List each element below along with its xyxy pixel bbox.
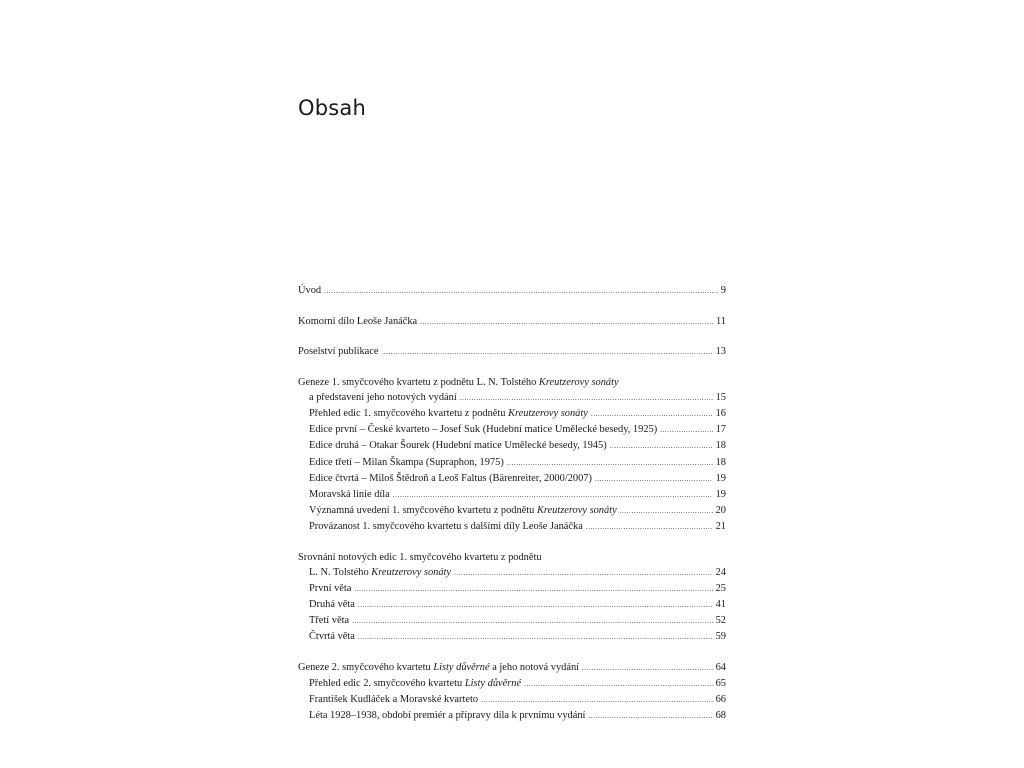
dot-leader xyxy=(393,487,713,503)
toc-entry xyxy=(298,660,726,676)
toc-entry xyxy=(298,613,726,629)
toc-page-number: 15 xyxy=(715,392,726,404)
toc-entry-title: a představení jeho notových vydání xyxy=(309,392,457,404)
toc-page-number: 11 xyxy=(715,315,726,327)
dot-leader xyxy=(460,390,713,406)
toc-entry-italic-title: Kreutzerovy sonáty xyxy=(371,566,452,578)
dot-leader xyxy=(660,422,712,438)
table-of-contents xyxy=(298,283,726,739)
toc-entry-title: Druhá věta xyxy=(309,598,355,610)
toc-entry-title: Moravská linie díla xyxy=(309,488,390,500)
toc-entry xyxy=(298,283,726,299)
toc-page-number: 41 xyxy=(715,598,726,610)
toc-entry xyxy=(298,422,726,438)
toc-entry-title: Edice třetí – Milan Škampa (Supraphon, 1975) xyxy=(309,456,504,468)
toc-page-number: 68 xyxy=(715,710,726,722)
toc-entry-title: Poselství publikace xyxy=(298,346,379,358)
toc-entry-title: Úvod xyxy=(298,285,322,296)
toc-entry-title: L. N. Tolstého Kreutzerovy sonáty xyxy=(309,566,452,578)
toc-entry xyxy=(298,708,726,724)
toc-page-number: 20 xyxy=(715,504,726,516)
toc-entry-italic-title: Kreutzerovy sonáty xyxy=(536,504,617,516)
toc-section xyxy=(298,550,726,646)
toc-page-number: 24 xyxy=(715,566,726,578)
toc-entry xyxy=(298,406,726,422)
toc-entry xyxy=(298,550,726,565)
toc-entry-title: Geneze 1. smyčcového kvartetu z podnětu L. N. Tolstého Kreutzerovy sonáty xyxy=(298,377,619,389)
toc-page-number: 59 xyxy=(715,631,726,643)
toc-entry xyxy=(298,676,726,692)
toc-entry xyxy=(298,519,726,535)
dot-leader xyxy=(582,660,713,676)
toc-entry-title: První věta xyxy=(309,582,352,594)
toc-entry-title: Srovnání notových edic 1. smyčcového kvartetu z podnětu xyxy=(298,551,542,563)
toc-entry xyxy=(298,581,726,597)
toc-entry-title: Provázanost 1. smyčcového kvartetu s dalšími díly Leoše Janáčka xyxy=(309,520,583,532)
dot-leader xyxy=(382,344,713,360)
dot-leader xyxy=(481,692,713,708)
toc-entry xyxy=(298,314,726,330)
toc-page-number: 13 xyxy=(715,346,726,358)
toc-section xyxy=(298,314,726,330)
dot-leader xyxy=(420,314,713,330)
toc-page-number: 25 xyxy=(715,582,726,594)
toc-entry-italic-title: Listy důvěrné xyxy=(433,661,490,673)
dot-leader xyxy=(358,629,713,645)
toc-section xyxy=(298,344,726,360)
toc-entry-title: Léta 1928–1938, období premiér a přípravy díla k prvnímu vydání xyxy=(309,710,586,722)
toc-page-number: 19 xyxy=(715,488,726,500)
dot-leader xyxy=(324,283,718,299)
dot-leader xyxy=(620,503,713,519)
toc-section xyxy=(298,660,726,724)
dot-leader xyxy=(354,581,712,597)
dot-leader xyxy=(524,676,713,692)
toc-entry-italic-title: Listy důvěrné xyxy=(464,677,522,689)
toc-entry-title: Přehled edic 1. smyčcového kvartetu z podnětu Kreutzerovy sonáty xyxy=(309,408,588,420)
toc-page-number: 64 xyxy=(715,661,726,673)
toc-page-number: 66 xyxy=(715,693,726,705)
toc-entry xyxy=(298,629,726,645)
dot-leader xyxy=(591,406,713,422)
toc-entry-title: Edice druhá – Otakar Šourek (Hudební matice Umělecké besedy, 1945) xyxy=(309,440,607,452)
toc-entry xyxy=(298,438,726,454)
toc-section xyxy=(298,375,726,535)
dot-leader xyxy=(610,438,713,454)
toc-page-number: 17 xyxy=(715,424,726,436)
toc-page-number: 18 xyxy=(715,440,726,452)
toc-entry-italic-title: Kreutzerovy sonáty xyxy=(538,377,619,389)
dot-leader xyxy=(586,519,713,535)
toc-page-number: 65 xyxy=(715,677,726,689)
toc-entry-italic-title: Kreutzerovy sonáty xyxy=(508,408,588,420)
toc-entry xyxy=(298,471,726,487)
toc-entry-title: Edice čtvrtá – Miloš Štědroň a Leoš Faltus (Bärenreiter, 2000/2007) xyxy=(309,472,592,484)
dot-leader xyxy=(595,471,713,487)
toc-page-number: 21 xyxy=(715,520,726,532)
toc-entry xyxy=(298,503,726,519)
toc-page-number: 9 xyxy=(720,285,726,296)
toc-entry-title: Geneze 2. smyčcového kvartetu Listy důvěrné a jeho notová vydání xyxy=(298,661,580,673)
toc-page-number: 52 xyxy=(715,614,726,626)
toc-entry-title: Třetí věta xyxy=(309,614,350,626)
dot-leader xyxy=(358,597,713,613)
toc-entry xyxy=(298,455,726,471)
toc-entry xyxy=(298,597,726,613)
dot-leader xyxy=(352,613,713,629)
toc-entry-title: František Kudláček a Moravské kvarteto xyxy=(309,693,479,705)
toc-entry xyxy=(298,692,726,708)
toc-entry xyxy=(298,390,726,406)
dot-leader xyxy=(588,708,712,724)
toc-entry xyxy=(298,344,726,360)
toc-entry-title: Komorní dílo Leoše Janáčka xyxy=(298,315,418,327)
toc-entry-title: Přehled edic 2. smyčcového kvartetu Listy důvěrné xyxy=(309,677,522,689)
toc-entry xyxy=(298,375,726,390)
toc-page-number: 18 xyxy=(715,456,726,468)
dot-leader xyxy=(454,565,713,581)
page-title: Obsah xyxy=(298,96,366,120)
toc-entry-title: Čtvrtá věta xyxy=(309,631,355,643)
toc-page-number: 16 xyxy=(715,408,726,420)
toc-page-number: 19 xyxy=(715,472,726,484)
toc-section xyxy=(298,283,726,299)
dot-leader xyxy=(507,455,713,471)
toc-entry xyxy=(298,565,726,581)
toc-entry-title: Významná uvedení 1. smyčcového kvartetu z podnětu Kreutzerovy sonáty xyxy=(309,504,617,516)
toc-entry xyxy=(298,487,726,503)
toc-entry-title: Edice první – České kvarteto – Josef Suk (Hudební matice Umělecké besedy, 1925) xyxy=(309,424,658,436)
